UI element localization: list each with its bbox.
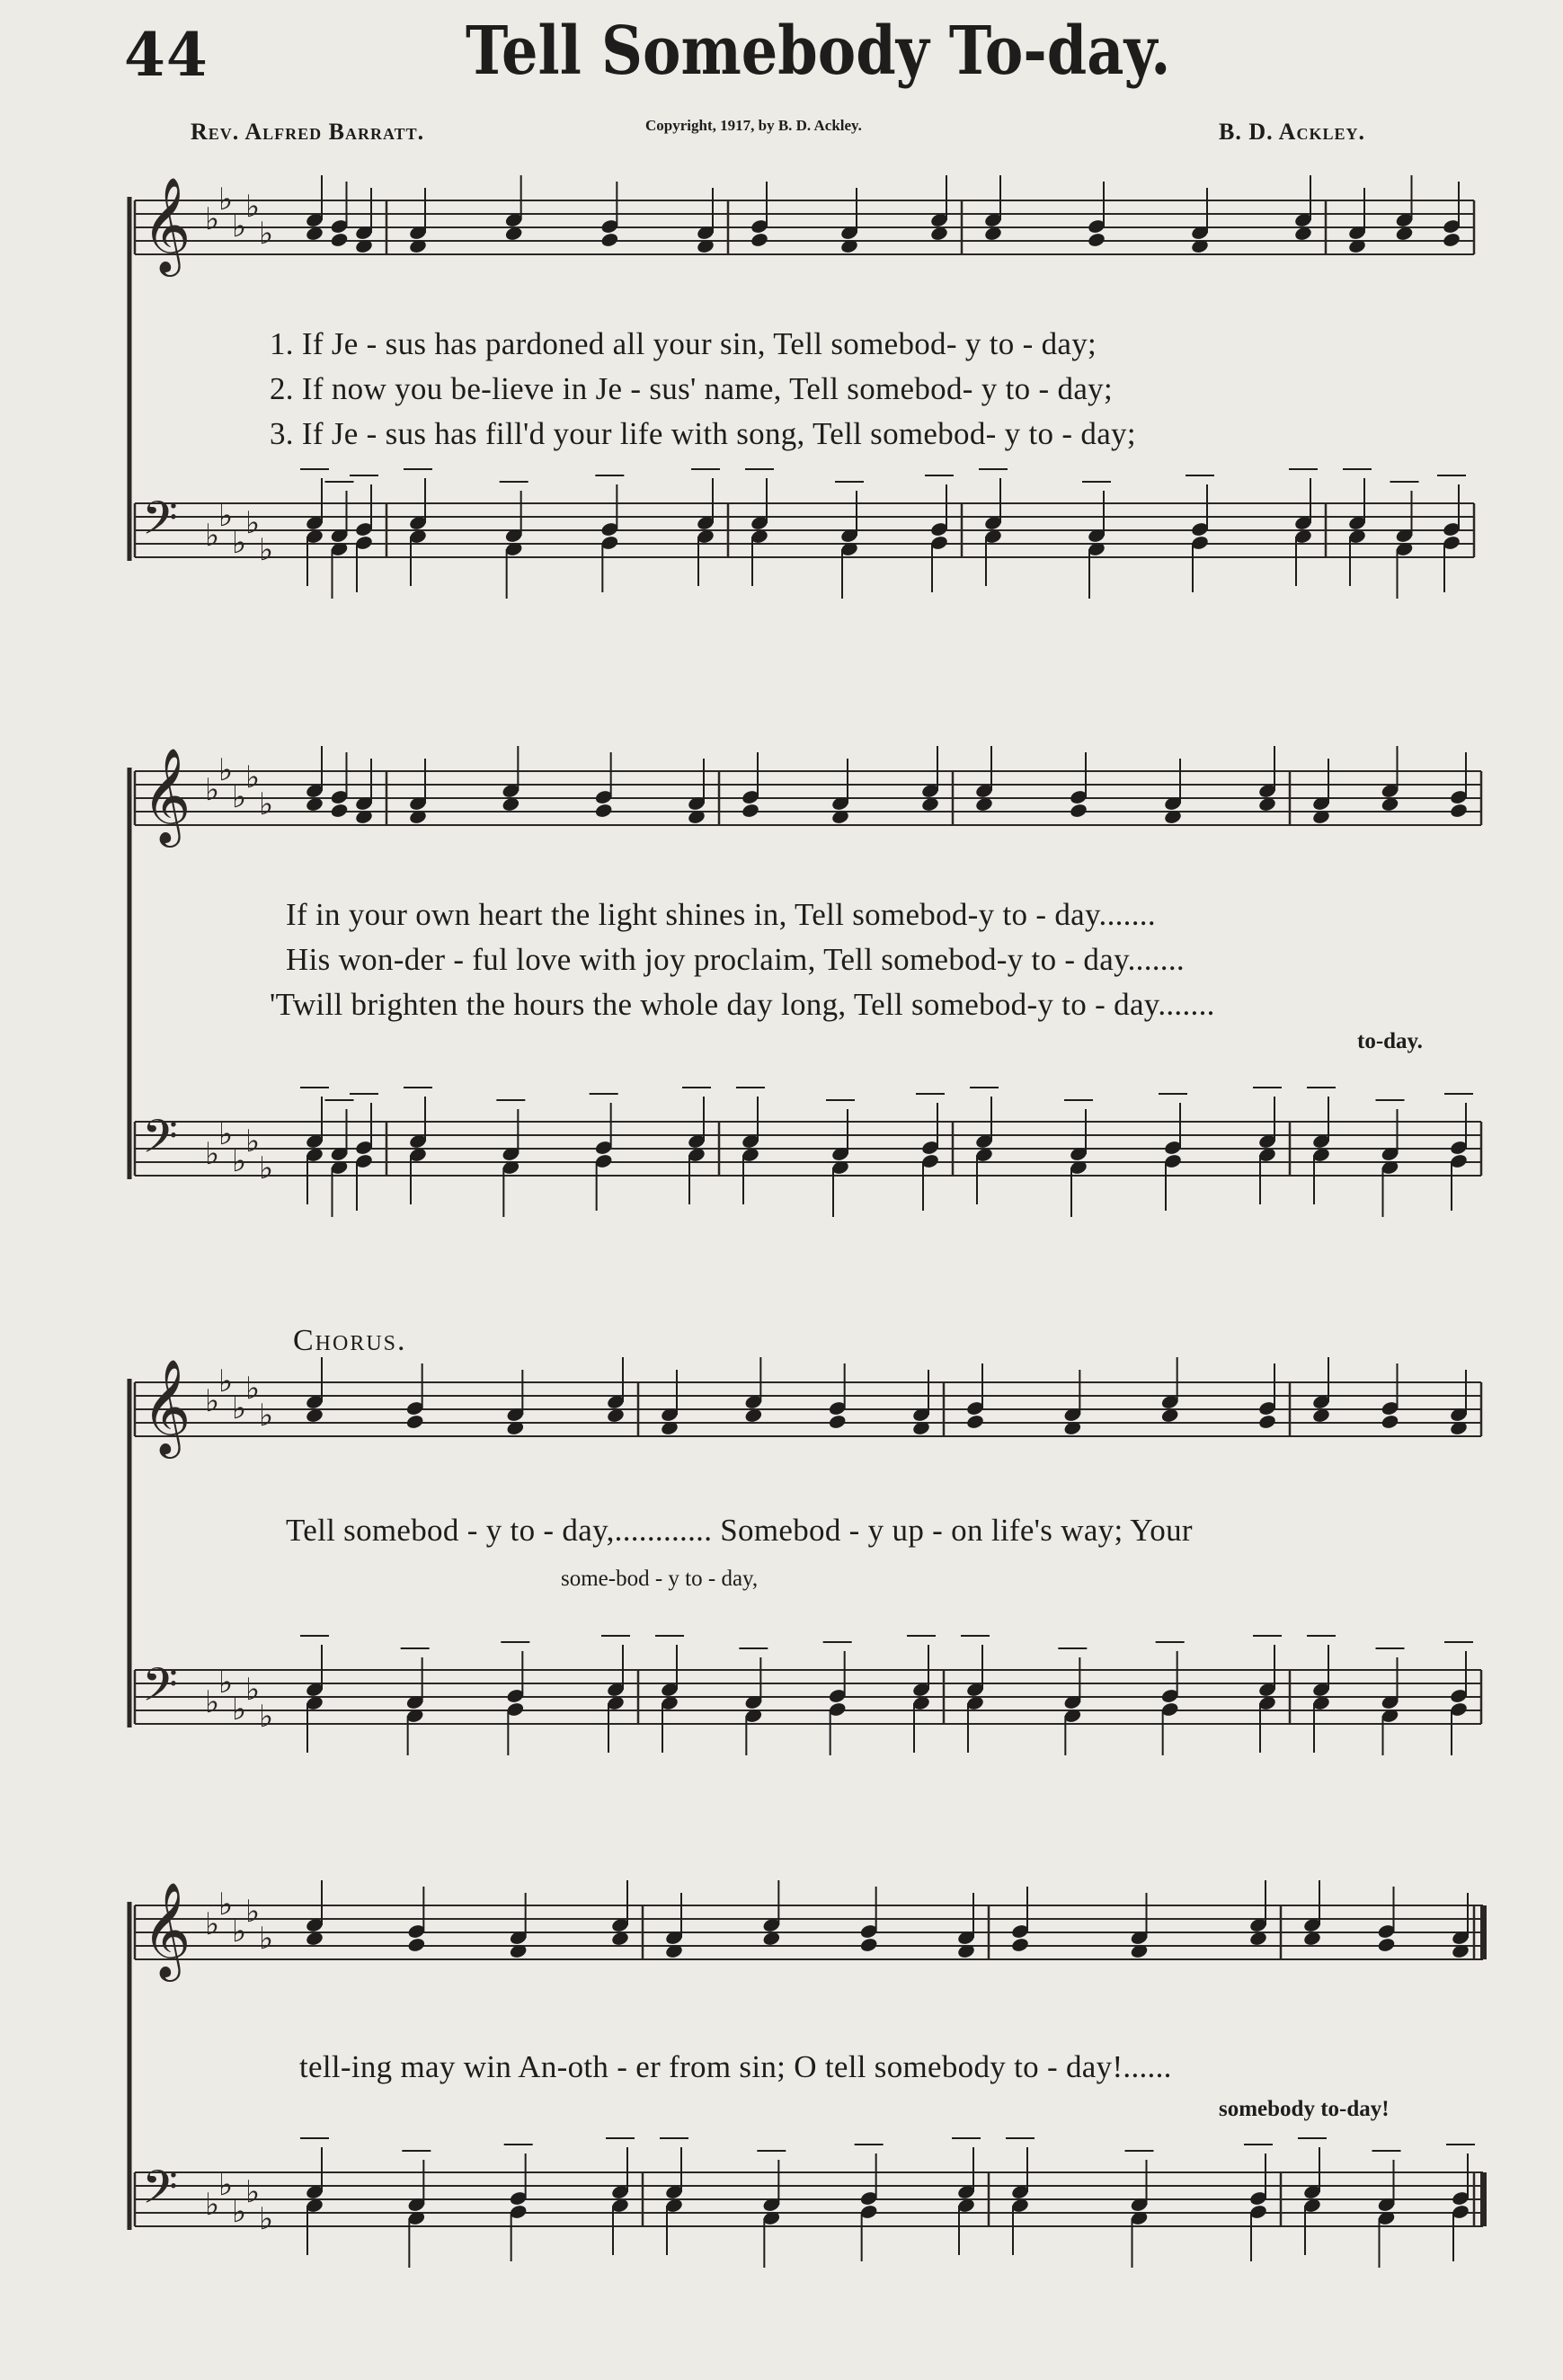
composer-credit: B. D. Ackley. bbox=[1219, 119, 1365, 145]
note-head bbox=[330, 232, 349, 248]
verse-3-line: 3. If Je - sus has fill'd your life with song, Tell somebod- y to - day; bbox=[270, 416, 1136, 451]
note-head bbox=[594, 803, 613, 819]
music-system-1 bbox=[0, 162, 1563, 629]
note-head bbox=[750, 232, 768, 248]
flat-icon: ♭ bbox=[245, 2174, 261, 2210]
flat-icon: ♭ bbox=[259, 2201, 274, 2237]
flat-icon: ♭ bbox=[232, 1390, 247, 1426]
chorus-line: Tell somebod - y to - day,............ Somebod - y up - on life's way; Your bbox=[286, 1513, 1193, 1548]
treble-clef-icon: 𝄞 bbox=[142, 1881, 191, 1977]
flat-icon: ♭ bbox=[232, 779, 247, 815]
flat-icon: ♭ bbox=[205, 1383, 220, 1419]
note-head bbox=[405, 1414, 424, 1430]
note-head bbox=[1381, 1414, 1399, 1430]
flat-icon: ♭ bbox=[232, 525, 247, 561]
flat-icon: ♭ bbox=[245, 1371, 261, 1407]
flat-icon: ♭ bbox=[259, 1699, 274, 1735]
bass-clef-icon: 𝄢 bbox=[142, 1109, 178, 1175]
note-head bbox=[859, 1937, 878, 1953]
flat-icon: ♭ bbox=[205, 772, 220, 808]
note-head bbox=[965, 1414, 984, 1430]
page-number: 44 bbox=[124, 20, 209, 90]
note-head bbox=[1010, 1937, 1029, 1953]
flat-icon: ♭ bbox=[259, 1150, 274, 1186]
music-system-3-chorus bbox=[0, 1324, 1563, 1755]
bass-clef-icon: 𝄢 bbox=[142, 2160, 178, 2225]
chorus-label: Chorus. bbox=[293, 1324, 407, 1357]
verse-2-line: 2. If now you be-lieve in Je - sus' name, Tell somebod- y to - day; bbox=[270, 371, 1113, 406]
flat-icon: ♭ bbox=[205, 201, 220, 237]
flat-icon: ♭ bbox=[259, 216, 274, 252]
flat-icon: ♭ bbox=[205, 1906, 220, 1942]
hymn-title: Tell Somebody To-day. bbox=[466, 13, 1171, 90]
verse-3-line: 'Twill brighten the hours the whole day long, Tell somebod-y to - day....... bbox=[270, 987, 1215, 1022]
flat-icon: ♭ bbox=[218, 1116, 234, 1152]
flat-icon: ♭ bbox=[259, 786, 274, 822]
lyricist-credit: Rev. Alfred Barratt. bbox=[191, 119, 425, 145]
treble-clef-icon: 𝄞 bbox=[142, 747, 191, 843]
flat-icon: ♭ bbox=[232, 2194, 247, 2230]
flat-icon: ♭ bbox=[218, 752, 234, 788]
flat-icon: ♭ bbox=[205, 2187, 220, 2223]
note-head bbox=[1069, 803, 1088, 819]
flat-icon: ♭ bbox=[245, 759, 261, 795]
note-head bbox=[828, 1414, 847, 1430]
flat-icon: ♭ bbox=[232, 1692, 247, 1727]
flat-icon: ♭ bbox=[259, 1921, 274, 1957]
flat-icon: ♭ bbox=[245, 505, 261, 541]
flat-icon: ♭ bbox=[205, 1684, 220, 1720]
verse-1-line: If in your own heart the light shines in, Tell somebod-y to - day....... bbox=[286, 897, 1156, 932]
flat-icon: ♭ bbox=[218, 1363, 234, 1399]
flat-icon: ♭ bbox=[218, 182, 234, 218]
note-head bbox=[741, 803, 759, 819]
note-head bbox=[1449, 803, 1468, 819]
note-head bbox=[1442, 232, 1461, 248]
treble-clef-icon: 𝄞 bbox=[142, 176, 191, 272]
flat-icon: ♭ bbox=[245, 1894, 261, 1930]
note-head bbox=[1257, 1414, 1276, 1430]
note-head bbox=[1087, 232, 1106, 248]
verse-2-line: His won-der - ful love with joy proclaim, Tell somebod-y to - day....... bbox=[286, 942, 1185, 977]
music-system-2 bbox=[0, 733, 1563, 1218]
flat-icon: ♭ bbox=[232, 1143, 247, 1179]
final-bar-thick bbox=[1480, 1905, 1487, 1959]
flat-icon: ♭ bbox=[218, 498, 234, 534]
copyright-notice: Copyright, 1917, by B. D. Ackley. bbox=[645, 117, 862, 134]
bass-clef-icon: 𝄢 bbox=[142, 1657, 178, 1723]
flat-icon: ♭ bbox=[218, 1665, 234, 1701]
flat-icon: ♭ bbox=[218, 1887, 234, 1923]
flat-icon: ♭ bbox=[205, 518, 220, 554]
bass-echo-lyric: some-bod - y to - day, bbox=[561, 1567, 759, 1591]
note-head bbox=[1377, 1937, 1396, 1953]
bass-echo-lyric: to-day. bbox=[1357, 1029, 1423, 1053]
chorus-line: tell-ing may win An-oth - er from sin; O tell somebody to - day!...... bbox=[299, 2049, 1172, 2084]
bass-clef-icon: 𝄢 bbox=[142, 491, 178, 556]
bass-echo-lyric: somebody to-day! bbox=[1219, 2097, 1390, 2121]
flat-icon: ♭ bbox=[245, 189, 261, 225]
staff-notation-4 bbox=[0, 1865, 1563, 2314]
final-bar-thick bbox=[1480, 2172, 1487, 2226]
music-system-4 bbox=[0, 1865, 1563, 2314]
flat-icon: ♭ bbox=[205, 1136, 220, 1172]
note-head bbox=[330, 803, 349, 819]
flat-icon: ♭ bbox=[245, 1672, 261, 1708]
flat-icon: ♭ bbox=[245, 1123, 261, 1159]
treble-clef-icon: 𝄞 bbox=[142, 1358, 191, 1454]
flat-icon: ♭ bbox=[232, 1914, 247, 1949]
flat-icon: ♭ bbox=[259, 1398, 274, 1434]
flat-icon: ♭ bbox=[259, 532, 274, 568]
note-head bbox=[407, 1937, 426, 1953]
verse-1-line: 1. If Je - sus has pardoned all your sin, Tell somebod- y to - day; bbox=[270, 326, 1097, 361]
flat-icon: ♭ bbox=[232, 209, 247, 244]
flat-icon: ♭ bbox=[218, 2167, 234, 2203]
note-head bbox=[600, 232, 619, 248]
